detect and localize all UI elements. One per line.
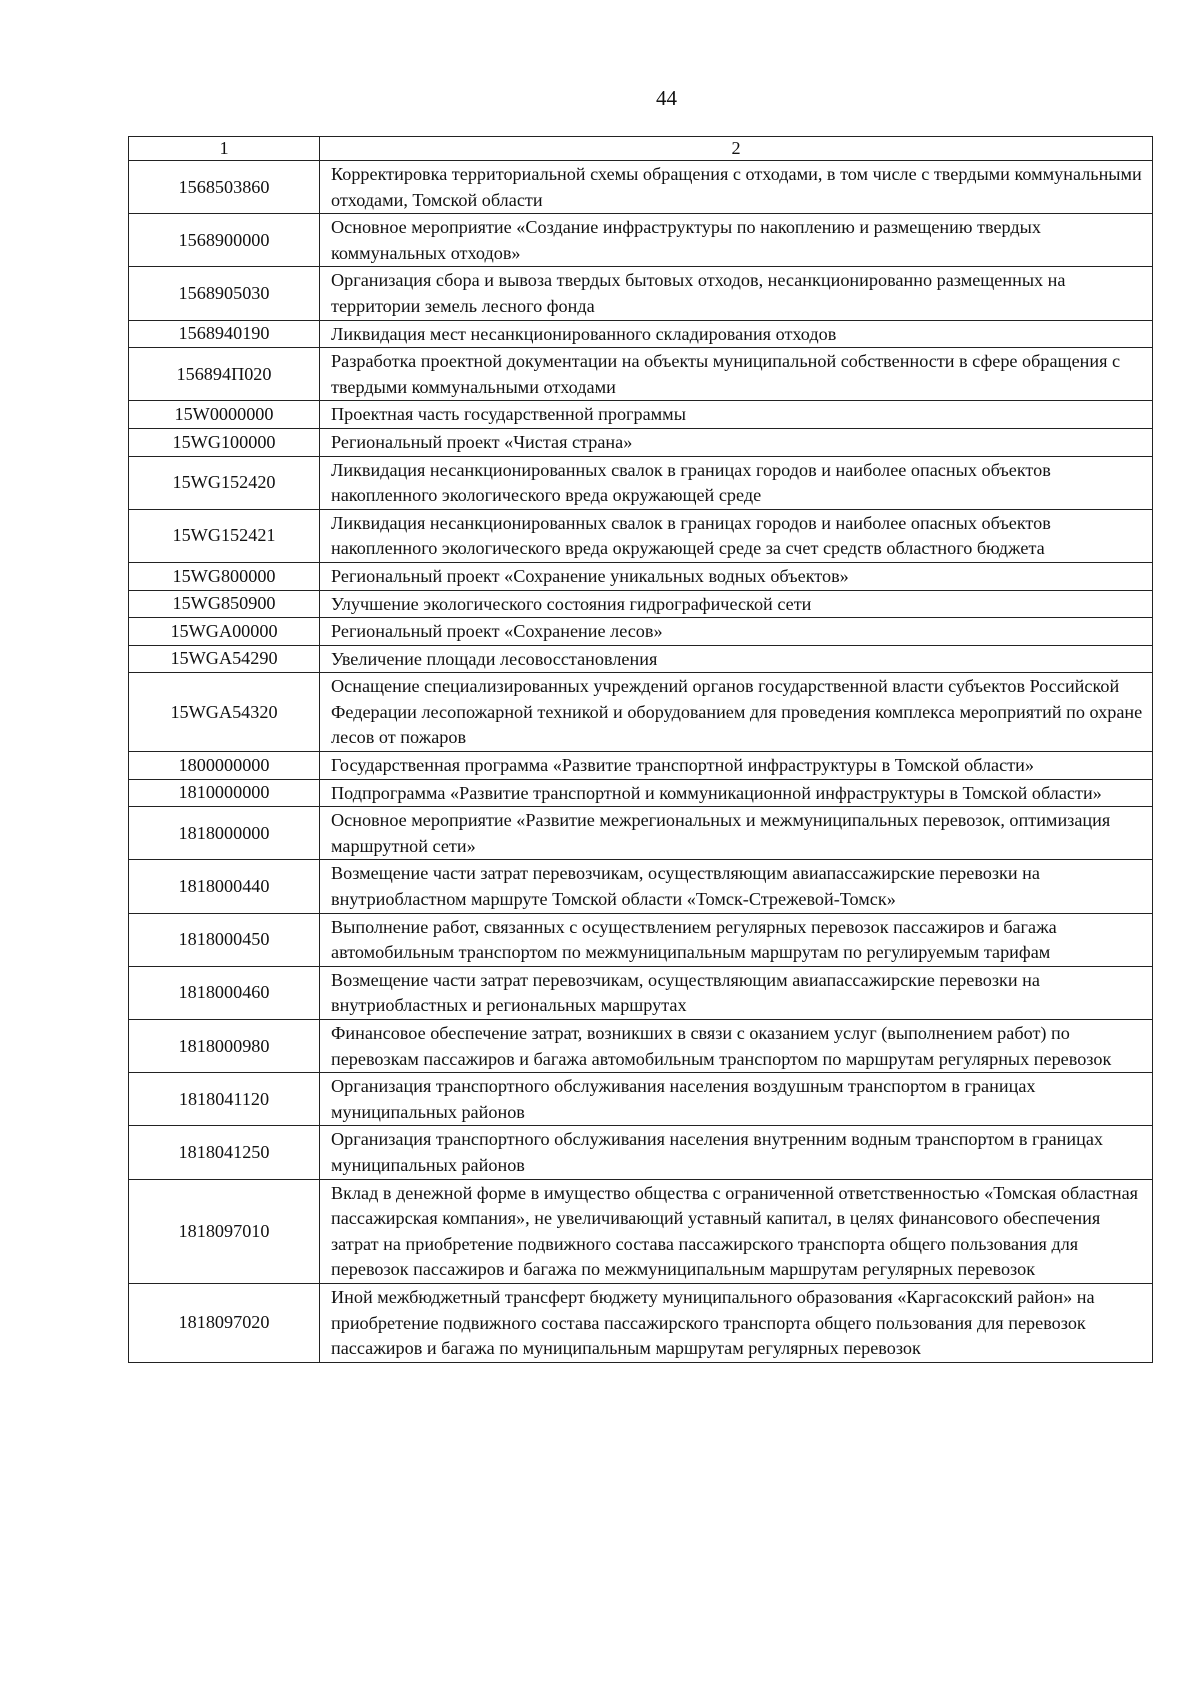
row-code: 15WGA54290 [129,645,320,673]
row-description: Региональный проект «Сохранение лесов» [320,618,1153,646]
column-header-description: 2 [320,137,1153,161]
row-code: 15WG152420 [129,456,320,509]
row-code: 1818000460 [129,966,320,1019]
row-code: 15WG800000 [129,562,320,590]
table-row [129,807,1153,860]
table-row [129,267,1153,320]
table-row [129,1179,1153,1283]
table-row [129,214,1153,267]
table-row [129,645,1153,673]
row-description: Основное мероприятие «Развитие межрегиональных и межмуниципальных перевозок, оптимизация маршрутной сети» [320,807,1153,860]
row-description: Региональный проект «Чистая страна» [320,428,1153,456]
table-row [129,966,1153,1019]
table-row [129,860,1153,913]
row-code: 15WG850900 [129,590,320,618]
row-description: Выполнение работ, связанных с осуществлением регулярных перевозок пассажиров и багажа автомобильным транспортом по межмуниципальным маршрутам по регулируемым тарифам [320,913,1153,966]
row-description: Основное мероприятие «Создание инфраструктуры по накоплению и размещению твердых коммунальных отходов» [320,214,1153,267]
table-row [129,320,1153,348]
row-description: Возмещение части затрат перевозчикам, осуществляющим авиапассажирские перевозки на внутриобластных и региональных маршрутах [320,966,1153,1019]
row-description: Организация сбора и вывоза твердых бытовых отходов, несанкционированно размещенных на территории земель лесного фонда [320,267,1153,320]
row-code: 1568503860 [129,161,320,214]
row-code: 15WG100000 [129,428,320,456]
row-description: Ликвидация мест несанкционированного складирования отходов [320,320,1153,348]
table-row [129,1020,1153,1073]
table-row [129,562,1153,590]
row-code: 1818097020 [129,1283,320,1362]
table-row [129,401,1153,429]
table-row [129,1073,1153,1126]
row-code: 156894П020 [129,348,320,401]
column-header-code: 1 [129,137,320,161]
table-row [129,618,1153,646]
row-description: Увеличение площади лесовосстановления [320,645,1153,673]
row-code: 1568940190 [129,320,320,348]
table-row [129,456,1153,509]
row-code: 1818000000 [129,807,320,860]
row-description: Ликвидация несанкционированных свалок в границах городов и наиболее опасных объектов накопленного экологического вреда окружающей среде за счет средств областного бюджета [320,509,1153,562]
row-code: 1818000450 [129,913,320,966]
table-row [129,673,1153,752]
row-description: Ликвидация несанкционированных свалок в границах городов и наиболее опасных объектов накопленного экологического вреда окружающей среде [320,456,1153,509]
row-code: 1810000000 [129,779,320,807]
row-description: Вклад в денежной форме в имущество общества с ограниченной ответственностью «Томская областная пассажирская компания», не увеличивающий уставный капитал, в целях финансового обеспечения затрат на приобретение подвижного состава пассажирского транспорта общего пользования для перевозок пассажиров и багажа по межмуниципальным маршрутам регулярных перевозок [320,1179,1153,1283]
table-body [129,161,1153,1363]
row-description: Подпрограмма «Развитие транспортной и коммуникационной инфраструктуры в Томской области» [320,779,1153,807]
table-row [129,348,1153,401]
row-description: Корректировка территориальной схемы обращения с отходами, в том числе с твердыми коммунальными отходами, Томской области [320,161,1153,214]
budget-classification-table [128,136,1153,1363]
table-row [129,779,1153,807]
table-row [129,752,1153,780]
table-row [129,161,1153,214]
row-code: 15WGA54320 [129,673,320,752]
table-row [129,913,1153,966]
table-header-row [129,137,1153,161]
row-code: 1818041120 [129,1073,320,1126]
row-code: 1568905030 [129,267,320,320]
row-code: 1818000440 [129,860,320,913]
row-description: Организация транспортного обслуживания населения внутренним водным транспортом в границах муниципальных районов [320,1126,1153,1179]
row-code: 15W0000000 [129,401,320,429]
row-code: 15WG152421 [129,509,320,562]
row-description: Государственная программа «Развитие транспортной инфраструктуры в Томской области» [320,752,1153,780]
table-row [129,1283,1153,1362]
table-row [129,428,1153,456]
row-description: Организация транспортного обслуживания населения воздушным транспортом в границах муниципальных районов [320,1073,1153,1126]
row-code: 1818097010 [129,1179,320,1283]
row-description: Иной межбюджетный трансферт бюджету муниципального образования «Каргасокский район» на приобретение подвижного состава пассажирского транспорта общего пользования для перевозок пассажиров и багажа по муниципальным маршрутам регулярных перевозок [320,1283,1153,1362]
row-description: Разработка проектной документации на объекты муниципальной собственности в сфере обращения с твердыми коммунальными отходами [320,348,1153,401]
row-code: 1818041250 [129,1126,320,1179]
row-description: Региональный проект «Сохранение уникальных водных объектов» [320,562,1153,590]
row-code: 1818000980 [129,1020,320,1073]
row-code: 15WGA00000 [129,618,320,646]
table-row [129,1126,1153,1179]
table-row [129,590,1153,618]
page-number: 44 [656,86,677,110]
row-description: Проектная часть государственной программы [320,401,1153,429]
row-description: Оснащение специализированных учреждений органов государственной власти субъектов Российской Федерации лесопожарной техникой и оборудованием для проведения комплекса мероприятий по охране лесов от пожаров [320,673,1153,752]
table-row [129,509,1153,562]
row-description: Возмещение части затрат перевозчикам, осуществляющим авиапассажирские перевозки на внутриобластном маршруте Томской области «Томск-Стрежевой-Томск» [320,860,1153,913]
row-description: Улучшение экологического состояния гидрографической сети [320,590,1153,618]
row-description: Финансовое обеспечение затрат, возникших в связи с оказанием услуг (выполнением работ) по перевозкам пассажиров и багажа автомобильным транспортом по маршрутам регулярных перевозок [320,1020,1153,1073]
row-code: 1568900000 [129,214,320,267]
row-code: 1800000000 [129,752,320,780]
